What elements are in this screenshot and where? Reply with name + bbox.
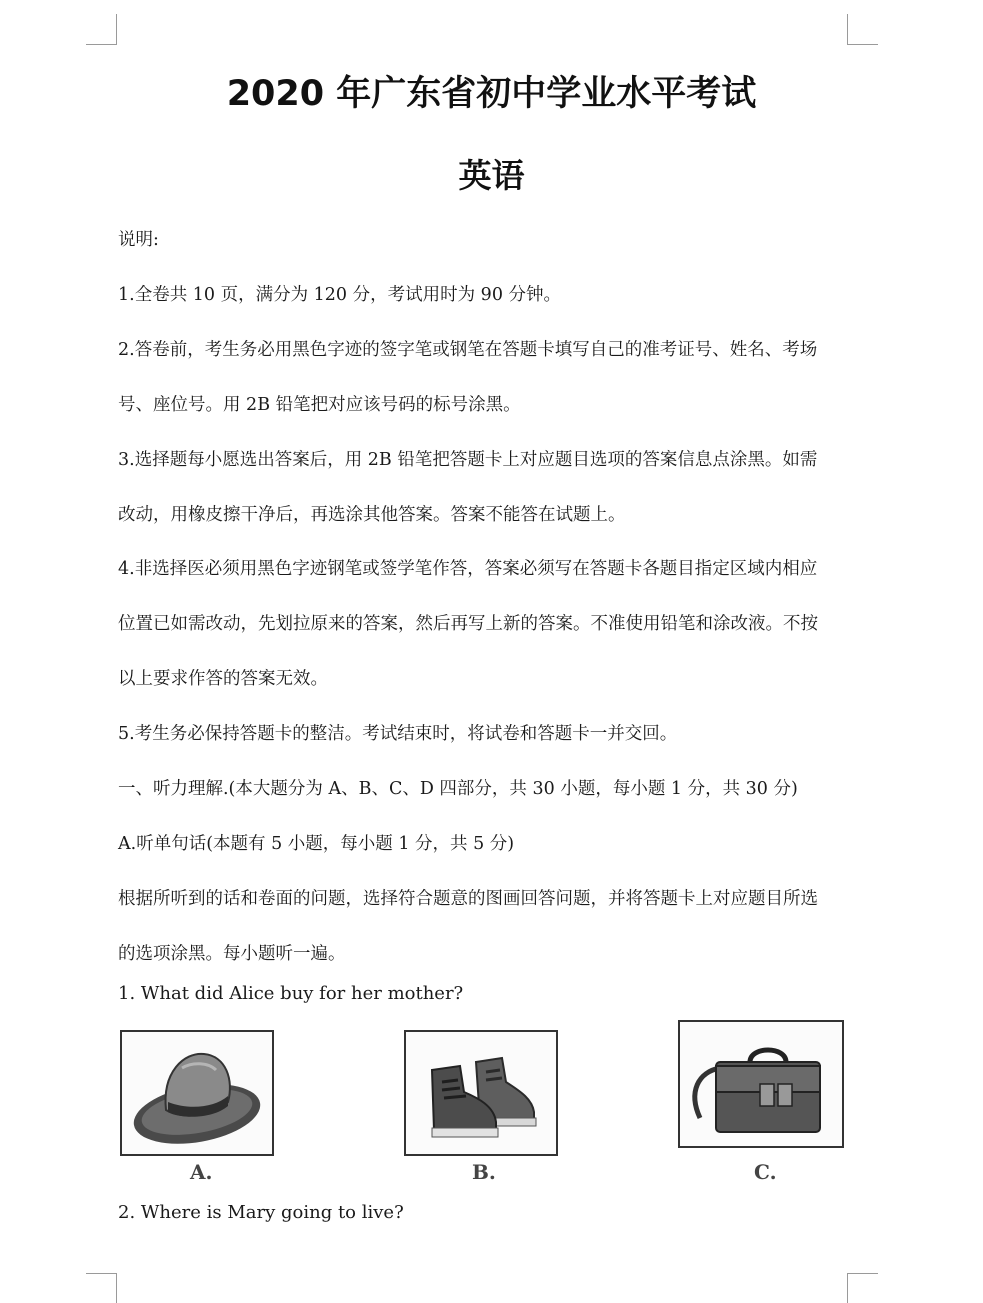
option-b-picture <box>404 1030 558 1156</box>
instruction-line: 3.选择题每小愿选出答案后，用 2B 铅笔把答题卡上对应题目选项的答案信息点涂黑。如需 <box>118 450 818 470</box>
instruction-line: 5.考生务必保持答题卡的整洁。考试结束时，将试卷和答题卡一并交回。 <box>118 724 678 744</box>
subject-title: 英语 <box>458 156 525 195</box>
instruction-line: 改动，用橡皮擦干净后，再选涂其他答案。答案不能答在试题上。 <box>118 505 626 525</box>
crop-mark-bottom-right <box>847 1273 848 1303</box>
directions-line: 的选项涂黑。每小题听一遍。 <box>118 944 346 964</box>
crop-mark-bottom-right <box>847 1273 878 1274</box>
crop-mark-bottom-left <box>116 1273 117 1303</box>
option-a-picture <box>120 1030 274 1156</box>
option-c-label: C. <box>754 1160 777 1184</box>
question-1: 1. What did Alice buy for her mother? <box>118 983 464 1004</box>
page-title: 2020 年广东省初中学业水平考试 <box>226 74 757 114</box>
instruction-line: 2.答卷前，考生务必用黑色字迹的签字笔或钢笔在答题卡填写自己的准考证号、姓名、考场 <box>118 340 818 360</box>
crop-mark-bottom-left <box>86 1273 117 1274</box>
crop-mark-top-left <box>86 44 117 45</box>
instruction-line: 位置已如需改动，先划拉原来的答案，然后再写上新的答案。不准使用铅笔和涂改液。不按 <box>118 614 818 634</box>
section-heading: 一、听力理解.(本大题分为 A、B、C、D 四部分，共 30 小题，每小题 1 分，共 30 分) <box>118 779 798 799</box>
question-2: 2. Where is Mary going to live? <box>118 1202 404 1223</box>
instruction-line: 号、座位号。用 2B 铅笔把对应该号码的标号涂黑。 <box>118 395 521 415</box>
instructions-heading: 说明: <box>118 230 159 250</box>
crop-mark-top-right <box>847 44 878 45</box>
instruction-line: 4.非选择医必须用黑色字迹钢笔或签学笔作答，答案必须写在答题卡各题目指定区域内相应 <box>118 559 818 579</box>
directions-line: 根据所听到的话和卷面的问题，选择符合题意的图画回答问题，并将答题卡上对应题目所选 <box>118 889 818 909</box>
option-a-label: A. <box>190 1160 213 1184</box>
crop-mark-top-left <box>116 14 117 44</box>
instruction-line: 以上要求作答的答案无效。 <box>118 669 328 689</box>
briefcase-bag-icon <box>680 1022 842 1146</box>
option-c-picture <box>678 1020 844 1148</box>
crop-mark-top-right <box>847 14 848 44</box>
hat-icon <box>122 1032 272 1154</box>
part-a-heading: A.听单句话(本题有 5 小题，每小题 1 分，共 5 分) <box>118 834 515 854</box>
instruction-line: 1.全卷共 10 页，满分为 120 分，考试用时为 90 分钟。 <box>118 285 562 305</box>
sneakers-icon <box>406 1032 556 1154</box>
option-b-label: B. <box>472 1160 496 1184</box>
